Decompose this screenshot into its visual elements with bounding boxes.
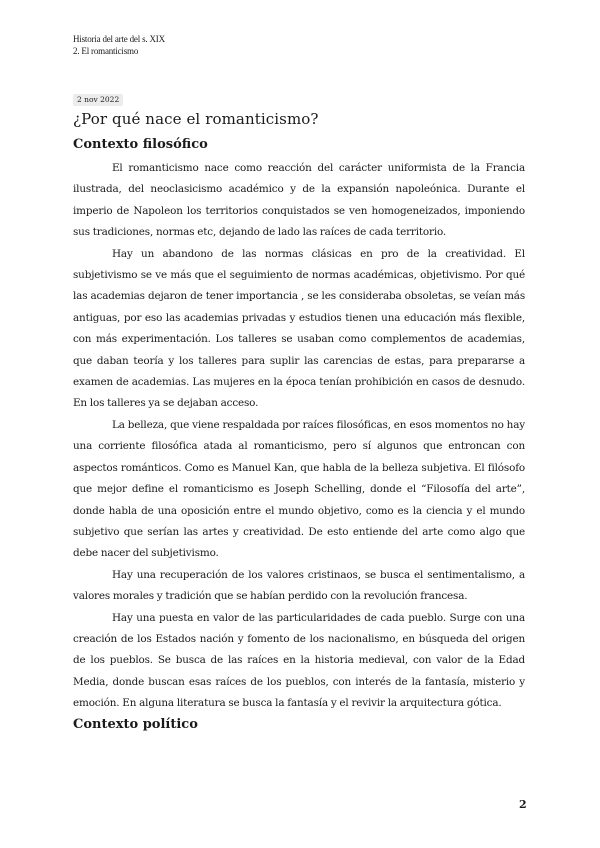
section-heading-philosophical-context: Contexto filosófico — [73, 137, 208, 152]
section-heading-political-context: Contexto político — [73, 717, 198, 732]
paragraph-2: Hay un abandono de las normas clásicas en pro de la creatividad. El subjetivismo se ve más que el seguimiento de normas académicas, objetivismo. Por qué las academias dejaron de tener importancia , se les consideraba obsoletas, se veían más antiguas, por eso las academias privadas y estudios tienen una educación más flexible, con más experimentación. Los talleres se usaban como complementos de academias, que daban teoría y los talleres para suplir las carencias de estas, para prepararse a examen de academias. Las mujeres en la época tenían prohibición en casos de desnudo. En los talleres ya se dejaban acceso. — [73, 247, 525, 410]
running-header — [73, 33, 165, 57]
date-badge: 2 nov 2022 — [73, 94, 123, 106]
paragraph-4: Hay una recuperación de los valores cristinaos, se busca el sentimentalismo, a valores morales y tradición que se habían perdido con la revolución francesa. — [73, 568, 525, 603]
paragraph-1: El romanticismo nace como reacción del carácter uniformista de la Francia ilustrada, del neoclasicismo académico y de la expansión napoleónica. Durante el imperio de Napoleon los territorios conquistados se ven homogeneizados, imponiendo sus tradiciones, normas etc, dejando de lado las raíces de cada territorio. — [73, 162, 525, 239]
page-title: ¿Por qué nace el romanticismo? — [73, 110, 319, 128]
header-course-title: Historia del arte del s. XIX — [73, 34, 165, 44]
header-chapter-title: 2. El romanticismo — [73, 46, 139, 56]
paragraph-5: Hay una puesta en valor de las particularidades de cada pueblo. Surge con una creación de los Estados nación y fomento de los nacionalismo, en búsqueda del origen de los pueblos. Se busca de las raíces en la historia medieval, con valor de la Edad Media, donde buscan esas raíces de los pueblos, con interés de la fantasía, misterio y emoción. En alguna literatura se busca la fantasía y el revivir la arquitectura gótica. — [73, 611, 525, 710]
section-body-philosophical-context — [73, 158, 525, 715]
page-number: 2 — [519, 798, 527, 811]
paragraph-3: La belleza, que viene respaldada por raíces filosóficas, en esos momentos no hay una corriente filosófica atada al romanticismo, pero sí algunos que entroncan con aspectos románticos. Como es Manuel Kan, que habla de la belleza subjetiva. El filósofo que mejor define el romanticismo es Joseph Schelling, donde el “Filosofía del arte”, donde habla de una oposición entre el mundo objetivo, como es la ciencia y el mundo subjetivo que serían las artes y creatividad. De esto entiende del arte como algo que debe nacer del subjetivismo. — [73, 418, 525, 560]
